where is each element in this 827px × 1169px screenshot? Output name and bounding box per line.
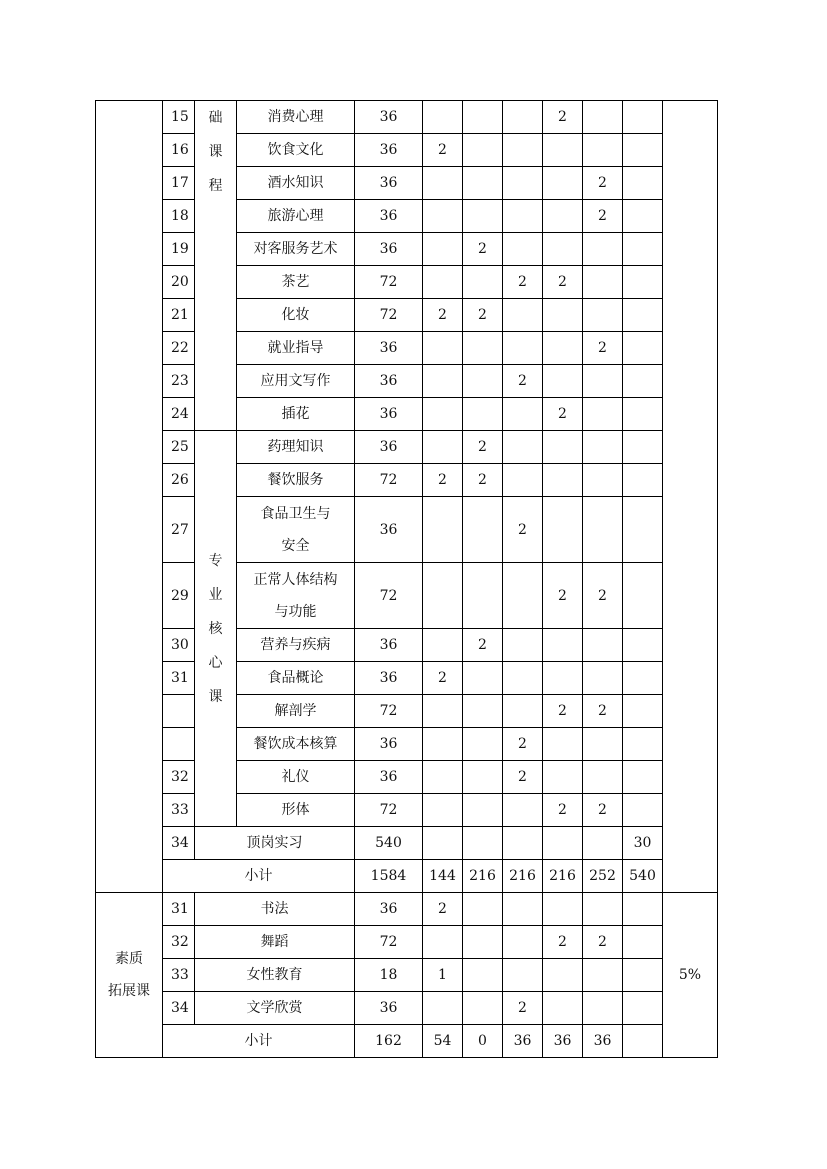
course-name-line: 餐饮服务 [267,472,324,488]
row-number: 21 [163,299,195,332]
table-row [96,233,718,266]
semester-hours-cell [463,695,503,728]
category-char: 课 [208,144,223,160]
table-row [96,101,718,134]
semester-hours-cell: 2 [463,629,503,662]
row-number: 33 [163,959,195,992]
semester-hours-cell [423,497,463,563]
semester-hours-cell [463,365,503,398]
course-name [237,629,355,662]
semester-hours-cell [463,398,503,431]
row-number: 20 [163,266,195,299]
semester-hours-cell [423,827,463,860]
semester-hours-cell [543,629,583,662]
category-char: 程 [208,178,223,194]
table-row [96,398,718,431]
course-name: 饮食文化 [237,134,355,167]
semester-hours-cell [503,926,543,959]
semester-hours-cell: 2 [503,365,543,398]
table-row [96,629,718,662]
semester-hours-cell [543,497,583,563]
semester-hours-cell [423,200,463,233]
semester-hours-cell [623,398,663,431]
semester-hours-cell [623,563,663,629]
semester-hours-cell [583,233,623,266]
total-hours: 540 [355,827,423,860]
semester-hours-cell [623,761,663,794]
table-row [96,563,718,629]
semester-hours-cell: 216 [543,860,583,893]
semester-hours-cell [543,728,583,761]
total-hours: 72 [355,464,423,497]
semester-hours-cell [583,134,623,167]
semester-hours-cell [623,662,663,695]
semester-hours-cell [623,299,663,332]
semester-hours-cell: 2 [463,233,503,266]
semester-hours-cell [623,464,663,497]
table-row [96,761,718,794]
semester-hours-cell [583,101,623,134]
semester-hours-cell [583,431,623,464]
course-name [237,662,355,695]
semester-hours-cell [463,926,503,959]
total-hours: 36 [355,332,423,365]
course-name: 顶岗实习 [195,827,355,860]
semester-hours-cell [543,233,583,266]
semester-hours-cell [423,431,463,464]
row-number: 17 [163,167,195,200]
row-number: 25 [163,431,195,464]
course-name [237,497,355,563]
semester-hours-cell [503,662,543,695]
course-name: 化妆 [237,299,355,332]
semester-hours-cell [543,200,583,233]
row-number: 34 [163,827,195,860]
table-row [96,992,718,1025]
semester-hours-cell [543,431,583,464]
semester-hours-cell [503,794,543,827]
semester-hours-cell [423,167,463,200]
semester-hours-cell [423,101,463,134]
course-name: 书法 [195,893,355,926]
course-name: 舞蹈 [195,926,355,959]
semester-hours-cell [583,629,623,662]
row-number: 19 [163,233,195,266]
course-name [237,728,355,761]
category-char: 础 [208,110,223,126]
semester-hours-cell [503,398,543,431]
semester-hours-cell: 2 [463,299,503,332]
semester-hours-cell [583,893,623,926]
table-row [96,497,718,563]
semester-hours-cell: 2 [543,926,583,959]
semester-hours-cell [583,266,623,299]
total-hours: 72 [355,563,423,629]
semester-hours-cell [623,134,663,167]
semester-hours-cell [623,992,663,1025]
total-hours: 36 [355,101,423,134]
course-name-line: 礼仪 [281,769,310,785]
semester-hours-cell [623,332,663,365]
semester-hours-cell [623,629,663,662]
row-number: 16 [163,134,195,167]
semester-hours-cell [423,992,463,1025]
semester-hours-cell [463,893,503,926]
semester-hours-cell [583,827,623,860]
semester-hours-cell [423,365,463,398]
semester-hours-cell [503,827,543,860]
semester-hours-cell [543,332,583,365]
semester-hours-cell: 2 [583,563,623,629]
row-number: 26 [163,464,195,497]
semester-hours-cell: 30 [623,827,663,860]
semester-hours-cell: 2 [503,761,543,794]
row-number: 29 [163,563,195,629]
total-hours: 72 [355,926,423,959]
semester-hours-cell [503,233,543,266]
semester-hours-cell [463,167,503,200]
course-name: 就业指导 [237,332,355,365]
semester-hours-cell: 2 [503,992,543,1025]
semester-hours-cell [623,365,663,398]
semester-hours-cell [503,464,543,497]
semester-hours-cell: 36 [543,1025,583,1058]
total-hours: 36 [355,431,423,464]
course-name-line: 安全 [281,537,310,554]
table-row [96,959,718,992]
semester-hours-cell [583,464,623,497]
semester-hours-cell: 1 [423,959,463,992]
semester-hours-cell: 2 [423,893,463,926]
category-char: 核 [208,620,223,637]
semester-hours-cell [543,167,583,200]
semester-hours-cell [463,497,503,563]
semester-hours-cell [623,497,663,563]
semester-hours-cell [423,794,463,827]
category-char: 心 [208,654,223,671]
semester-hours-cell: 2 [543,794,583,827]
semester-hours-cell: 216 [463,860,503,893]
semester-hours-cell [503,629,543,662]
table-row [96,728,718,761]
ratio-cell-empty [663,101,718,893]
semester-hours-cell: 2 [543,695,583,728]
row-number [163,695,195,728]
category-cell [96,893,163,1058]
subtotal-row [96,1025,718,1058]
semester-hours-cell: 252 [583,860,623,893]
course-name [237,761,355,794]
category-line: 拓展课 [108,983,150,999]
semester-hours-cell [543,134,583,167]
total-hours: 72 [355,266,423,299]
semester-hours-cell [463,200,503,233]
total-hours: 72 [355,299,423,332]
semester-hours-cell [423,266,463,299]
semester-hours-cell [503,167,543,200]
course-name-line: 正常人体结构 [253,571,338,588]
semester-hours-cell [583,299,623,332]
semester-hours-cell: 54 [423,1025,463,1058]
table-row [96,134,718,167]
semester-hours-cell: 2 [503,728,543,761]
semester-hours-cell: 2 [423,662,463,695]
row-number: 34 [163,992,195,1025]
total-hours: 36 [355,629,423,662]
table-row [96,332,718,365]
category-cell [195,101,237,431]
semester-hours-cell [423,398,463,431]
semester-hours-cell: 0 [463,1025,503,1058]
semester-hours-cell [543,827,583,860]
course-name: 应用文写作 [237,365,355,398]
semester-hours-cell [543,959,583,992]
semester-hours-cell [623,431,663,464]
semester-hours-cell [463,332,503,365]
total-hours: 36 [355,167,423,200]
row-number: 31 [163,893,195,926]
row-number: 18 [163,200,195,233]
semester-hours-cell [463,761,503,794]
semester-hours-cell [583,662,623,695]
total-hours: 36 [355,992,423,1025]
total-hours: 1584 [355,860,423,893]
semester-hours-cell [623,101,663,134]
table-row [96,299,718,332]
total-hours: 36 [355,233,423,266]
semester-hours-cell [463,959,503,992]
row-number: 22 [163,332,195,365]
semester-hours-cell [583,959,623,992]
semester-hours-cell [623,695,663,728]
semester-hours-cell [423,761,463,794]
semester-hours-cell [503,134,543,167]
course-name-line: 形体 [281,802,310,818]
semester-hours-cell [543,761,583,794]
semester-hours-cell [623,266,663,299]
course-name: 酒水知识 [237,167,355,200]
course-name-line: 食品卫生与 [260,505,331,522]
course-name-line: 与功能 [274,603,317,620]
course-name-line: 药理知识 [267,439,324,455]
semester-hours-cell [423,728,463,761]
table-row [96,365,718,398]
course-schedule-table [95,100,718,1058]
table-row [96,200,718,233]
course-name [237,464,355,497]
semester-hours-cell [503,563,543,629]
semester-hours-cell [543,893,583,926]
semester-hours-cell [623,794,663,827]
table-row [96,794,718,827]
row-number: 15 [163,101,195,134]
semester-hours-cell [583,992,623,1025]
course-name: 插花 [237,398,355,431]
semester-hours-cell: 540 [623,860,663,893]
category-line: 素质 [115,951,143,967]
semester-hours-cell: 2 [543,398,583,431]
total-hours: 36 [355,662,423,695]
course-name [237,794,355,827]
semester-hours-cell [503,299,543,332]
total-hours: 36 [355,134,423,167]
semester-hours-cell [503,959,543,992]
total-hours: 162 [355,1025,423,1058]
semester-hours-cell: 2 [583,695,623,728]
table-row [96,464,718,497]
table-row [96,827,718,860]
semester-hours-cell: 36 [583,1025,623,1058]
semester-hours-cell [623,233,663,266]
category-cell [195,431,237,827]
semester-hours-cell: 2 [583,167,623,200]
table-row [96,926,718,959]
course-name: 茶艺 [237,266,355,299]
semester-hours-cell [583,398,623,431]
table-row [96,695,718,728]
row-number: 23 [163,365,195,398]
semester-hours-cell [463,101,503,134]
course-name: 旅游心理 [237,200,355,233]
semester-hours-cell [623,167,663,200]
semester-hours-cell: 2 [503,266,543,299]
course-name [237,563,355,629]
semester-hours-cell: 2 [583,200,623,233]
semester-hours-cell [423,629,463,662]
semester-hours-cell: 2 [463,431,503,464]
semester-hours-cell [463,662,503,695]
course-name: 对客服务艺术 [237,233,355,266]
row-number: 33 [163,794,195,827]
semester-hours-cell [463,728,503,761]
semester-hours-cell: 2 [423,464,463,497]
semester-hours-cell [623,1025,663,1058]
semester-hours-cell [623,926,663,959]
semester-hours-cell: 2 [583,926,623,959]
row-number: 32 [163,761,195,794]
course-name: 女性教育 [195,959,355,992]
row-number: 27 [163,497,195,563]
row-number [163,728,195,761]
semester-hours-cell: 36 [503,1025,543,1058]
semester-hours-cell [463,992,503,1025]
semester-hours-cell: 2 [423,299,463,332]
table-row [96,266,718,299]
total-hours: 36 [355,365,423,398]
semester-hours-cell [623,893,663,926]
semester-hours-cell: 216 [503,860,543,893]
semester-hours-cell [503,893,543,926]
semester-hours-cell [463,266,503,299]
total-hours: 18 [355,959,423,992]
semester-hours-cell [463,134,503,167]
total-hours: 36 [355,398,423,431]
semester-hours-cell [503,200,543,233]
total-hours: 36 [355,893,423,926]
semester-hours-cell [503,101,543,134]
semester-hours-cell [623,200,663,233]
semester-hours-cell: 2 [463,464,503,497]
semester-hours-cell [543,299,583,332]
semester-hours-cell [543,365,583,398]
subtotal-label: 小计 [163,860,355,893]
semester-hours-cell [623,728,663,761]
category-char: 课 [208,688,223,705]
semester-hours-cell [543,464,583,497]
subtotal-label: 小计 [163,1025,355,1058]
semester-hours-cell [463,794,503,827]
semester-hours-cell [543,662,583,695]
semester-hours-cell: 144 [423,860,463,893]
table-row [96,431,718,464]
course-name [237,431,355,464]
semester-hours-cell [463,563,503,629]
semester-hours-cell: 2 [503,497,543,563]
semester-hours-cell: 2 [583,794,623,827]
table-row [96,167,718,200]
semester-hours-cell: 2 [543,266,583,299]
semester-hours-cell [503,332,543,365]
course-name-line: 餐饮成本核算 [253,736,338,752]
semester-hours-cell [423,233,463,266]
total-hours: 36 [355,497,423,563]
course-name-line: 营养与疾病 [260,637,331,653]
row-number: 31 [163,662,195,695]
course-name: 文学欣赏 [195,992,355,1025]
course-name: 消费心理 [237,101,355,134]
subtotal-row [96,860,718,893]
total-hours: 36 [355,761,423,794]
row-number: 24 [163,398,195,431]
category-char: 专 [208,552,223,569]
category-cell-empty [96,101,163,893]
ratio-cell: 5% [663,893,718,1058]
total-hours: 36 [355,200,423,233]
total-hours: 72 [355,695,423,728]
semester-hours-cell: 2 [583,332,623,365]
semester-hours-cell [543,992,583,1025]
total-hours: 72 [355,794,423,827]
total-hours: 36 [355,728,423,761]
semester-hours-cell [423,563,463,629]
semester-hours-cell: 2 [423,134,463,167]
semester-hours-cell [583,497,623,563]
semester-hours-cell [423,332,463,365]
category-char: 业 [208,586,223,603]
semester-hours-cell [583,728,623,761]
course-name-line: 食品概论 [267,670,324,686]
semester-hours-cell: 2 [543,101,583,134]
course-name [237,695,355,728]
semester-hours-cell [423,926,463,959]
semester-hours-cell [503,431,543,464]
semester-hours-cell [423,695,463,728]
row-number: 30 [163,629,195,662]
semester-hours-cell [583,365,623,398]
course-name-line: 解剖学 [274,703,317,719]
semester-hours-cell [623,959,663,992]
table-row [96,662,718,695]
semester-hours-cell [503,695,543,728]
table-row [96,893,718,926]
semester-hours-cell: 2 [543,563,583,629]
semester-hours-cell [583,761,623,794]
semester-hours-cell [463,827,503,860]
row-number: 32 [163,926,195,959]
